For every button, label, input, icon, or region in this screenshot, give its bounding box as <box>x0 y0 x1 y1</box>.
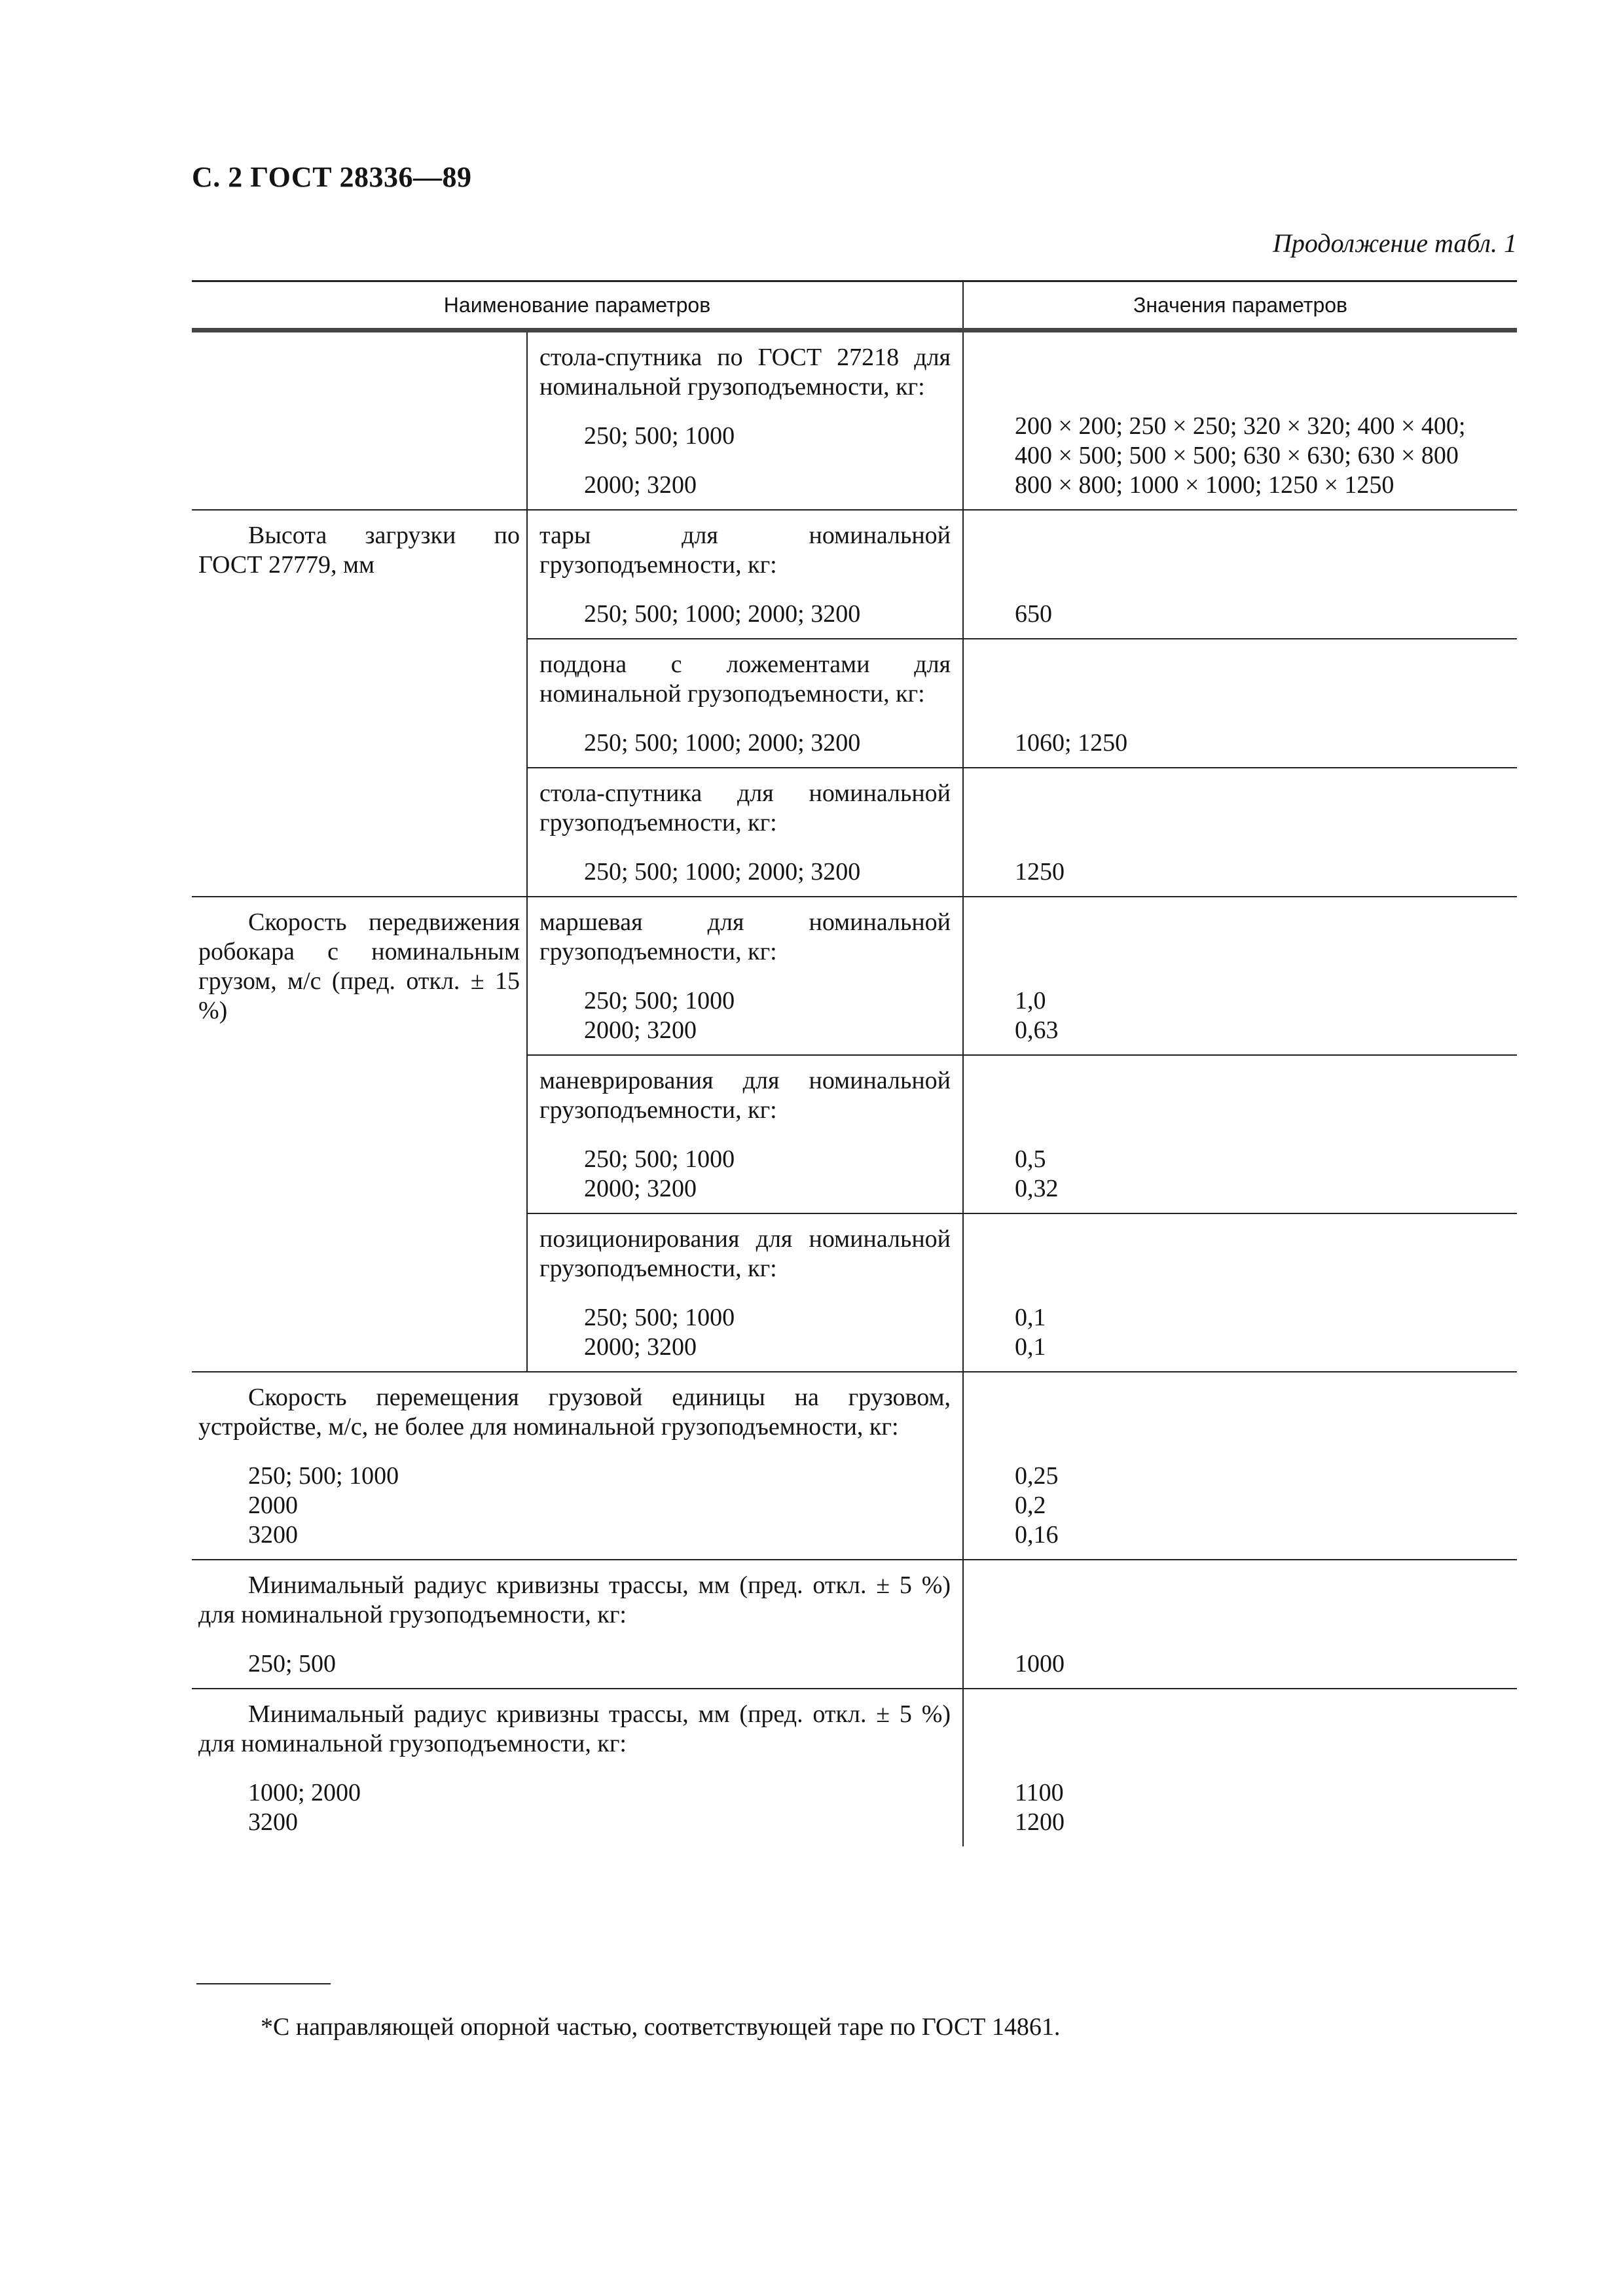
load-value: 250; 500 <box>248 1650 337 1677</box>
value-cell <box>963 1055 1517 1213</box>
group-cell-empty <box>192 331 527 511</box>
table-row <box>192 510 1517 639</box>
parameter-value: 0,5 <box>1015 1145 1046 1173</box>
footnote-divider <box>196 1983 331 1984</box>
parameter-value: 800 × 800; 1000 × 1000; 1250 × 1250 <box>1015 471 1395 499</box>
parameter-value: 1060; 1250 <box>1015 729 1128 757</box>
parameter-label: позиционирования для номинальной грузоподъемности, кг: <box>539 1225 951 1282</box>
parameter-label: стола-спутника для номинальной грузоподъемности, кг: <box>539 780 951 836</box>
table-row <box>192 331 1517 511</box>
parameter-label: Минимальный радиус кривизны трассы, мм (пред. откл. ± 5 %) для номинальной грузоподъемности, кг: <box>198 1700 951 1757</box>
parameter-value: 0,32 <box>1015 1175 1059 1202</box>
parameter-label: стола-спутника по ГОСТ 27218 для номинальной грузоподъемности, кг: <box>539 344 951 401</box>
table-row <box>192 897 1517 1055</box>
table-row <box>192 1689 1517 1846</box>
load-value: 250; 500; 1000; 2000; 3200 <box>584 858 861 886</box>
parameter-value: 0,1 <box>1015 1333 1046 1361</box>
table-header-row <box>192 281 1517 331</box>
parameter-value: 1100 <box>1015 1779 1064 1806</box>
value-cell <box>963 1213 1517 1372</box>
table-row <box>192 1560 1517 1689</box>
parameter-label: маневрирования для номинальной грузоподъемности, кг: <box>539 1067 951 1124</box>
parameter-value: 0,16 <box>1015 1521 1059 1549</box>
parameter-label: маршевая для номинальной грузоподъемности, кг: <box>539 908 951 965</box>
load-value: 3200 <box>248 1521 298 1549</box>
value-cell <box>963 897 1517 1055</box>
table-row <box>192 1372 1517 1560</box>
load-value: 250; 500; 1000 <box>248 1462 399 1490</box>
load-value: 2000; 3200 <box>584 471 697 499</box>
parameter-value: 1200 <box>1015 1808 1065 1836</box>
parameter-cell <box>527 331 963 511</box>
parameter-label: поддона с ложементами для номинальной грузоподъемности, кг: <box>539 651 951 708</box>
parameter-value: 650 <box>1015 600 1053 628</box>
parameter-cell <box>527 1055 963 1213</box>
parameter-value: 0,25 <box>1015 1462 1059 1490</box>
parameter-label: тары для номинальной грузоподъемности, кг: <box>539 522 951 579</box>
parameter-cell <box>527 639 963 768</box>
page-header: С. 2 ГОСТ 28336—89 <box>192 161 472 193</box>
value-cell <box>963 510 1517 639</box>
value-cell <box>963 1560 1517 1689</box>
load-value: 3200 <box>248 1808 298 1836</box>
parameter-cell <box>527 1213 963 1372</box>
value-cell <box>963 768 1517 897</box>
load-value: 250; 500; 1000; 2000; 3200 <box>584 600 861 628</box>
load-value: 250; 500; 1000 <box>584 1145 735 1173</box>
parameter-value: 1,0 <box>1015 987 1046 1014</box>
parameter-value: 1250 <box>1015 858 1065 886</box>
value-cell <box>963 331 1517 511</box>
load-value: 2000; 3200 <box>584 1333 697 1361</box>
load-value: 250; 500; 1000 <box>584 422 735 450</box>
group-cell: Скорость передвижения робокара с номинальным грузом, м/с (пред. откл. ± 15 %) <box>192 897 527 1372</box>
parameter-cell <box>527 897 963 1055</box>
parameter-value: 0,2 <box>1015 1492 1046 1519</box>
load-value: 2000 <box>248 1492 298 1519</box>
parameters-table <box>192 280 1517 1846</box>
load-value: 250; 500; 1000; 2000; 3200 <box>584 729 861 757</box>
load-value: 2000; 3200 <box>584 1016 697 1044</box>
group-cell: Высота загрузки по ГОСТ 27779, мм <box>192 510 527 897</box>
footnote: *С направляющей опорной частью, соответствующей таре по ГОСТ 14861. <box>261 2013 1061 2041</box>
header-parameter-name: Наименование параметров <box>192 281 963 331</box>
parameter-value: 200 × 200; 250 × 250; 320 × 320; 400 × 400; <box>1015 412 1466 440</box>
parameter-value: 0,1 <box>1015 1304 1046 1331</box>
load-value: 250; 500; 1000 <box>584 987 735 1014</box>
parameter-value: 1000 <box>1015 1650 1065 1677</box>
value-cell <box>963 1372 1517 1560</box>
parameter-cell-wide <box>192 1372 963 1560</box>
load-value: 1000; 2000 <box>248 1779 361 1806</box>
parameter-cell-wide <box>192 1560 963 1689</box>
header-parameter-value: Значения параметров <box>963 281 1517 331</box>
parameter-value: 0,63 <box>1015 1016 1059 1044</box>
value-cell <box>963 639 1517 768</box>
table-continuation-note: Продолжение табл. 1 <box>1272 228 1517 258</box>
parameter-cell-wide <box>192 1689 963 1846</box>
value-cell <box>963 1689 1517 1846</box>
parameter-value: 400 × 500; 500 × 500; 630 × 630; 630 × 800 <box>1015 442 1459 469</box>
load-value: 250; 500; 1000 <box>584 1304 735 1331</box>
parameter-cell <box>527 510 963 639</box>
load-value: 2000; 3200 <box>584 1175 697 1202</box>
parameter-label: Скорость перемещения грузовой единицы на грузовом, устройстве, м/с, не более для номинальной грузоподъемности, кг: <box>198 1384 951 1441</box>
parameter-cell <box>527 768 963 897</box>
parameter-label: Минимальный радиус кривизны трассы, мм (пред. откл. ± 5 %) для номинальной грузоподъемности, кг: <box>198 1571 951 1628</box>
